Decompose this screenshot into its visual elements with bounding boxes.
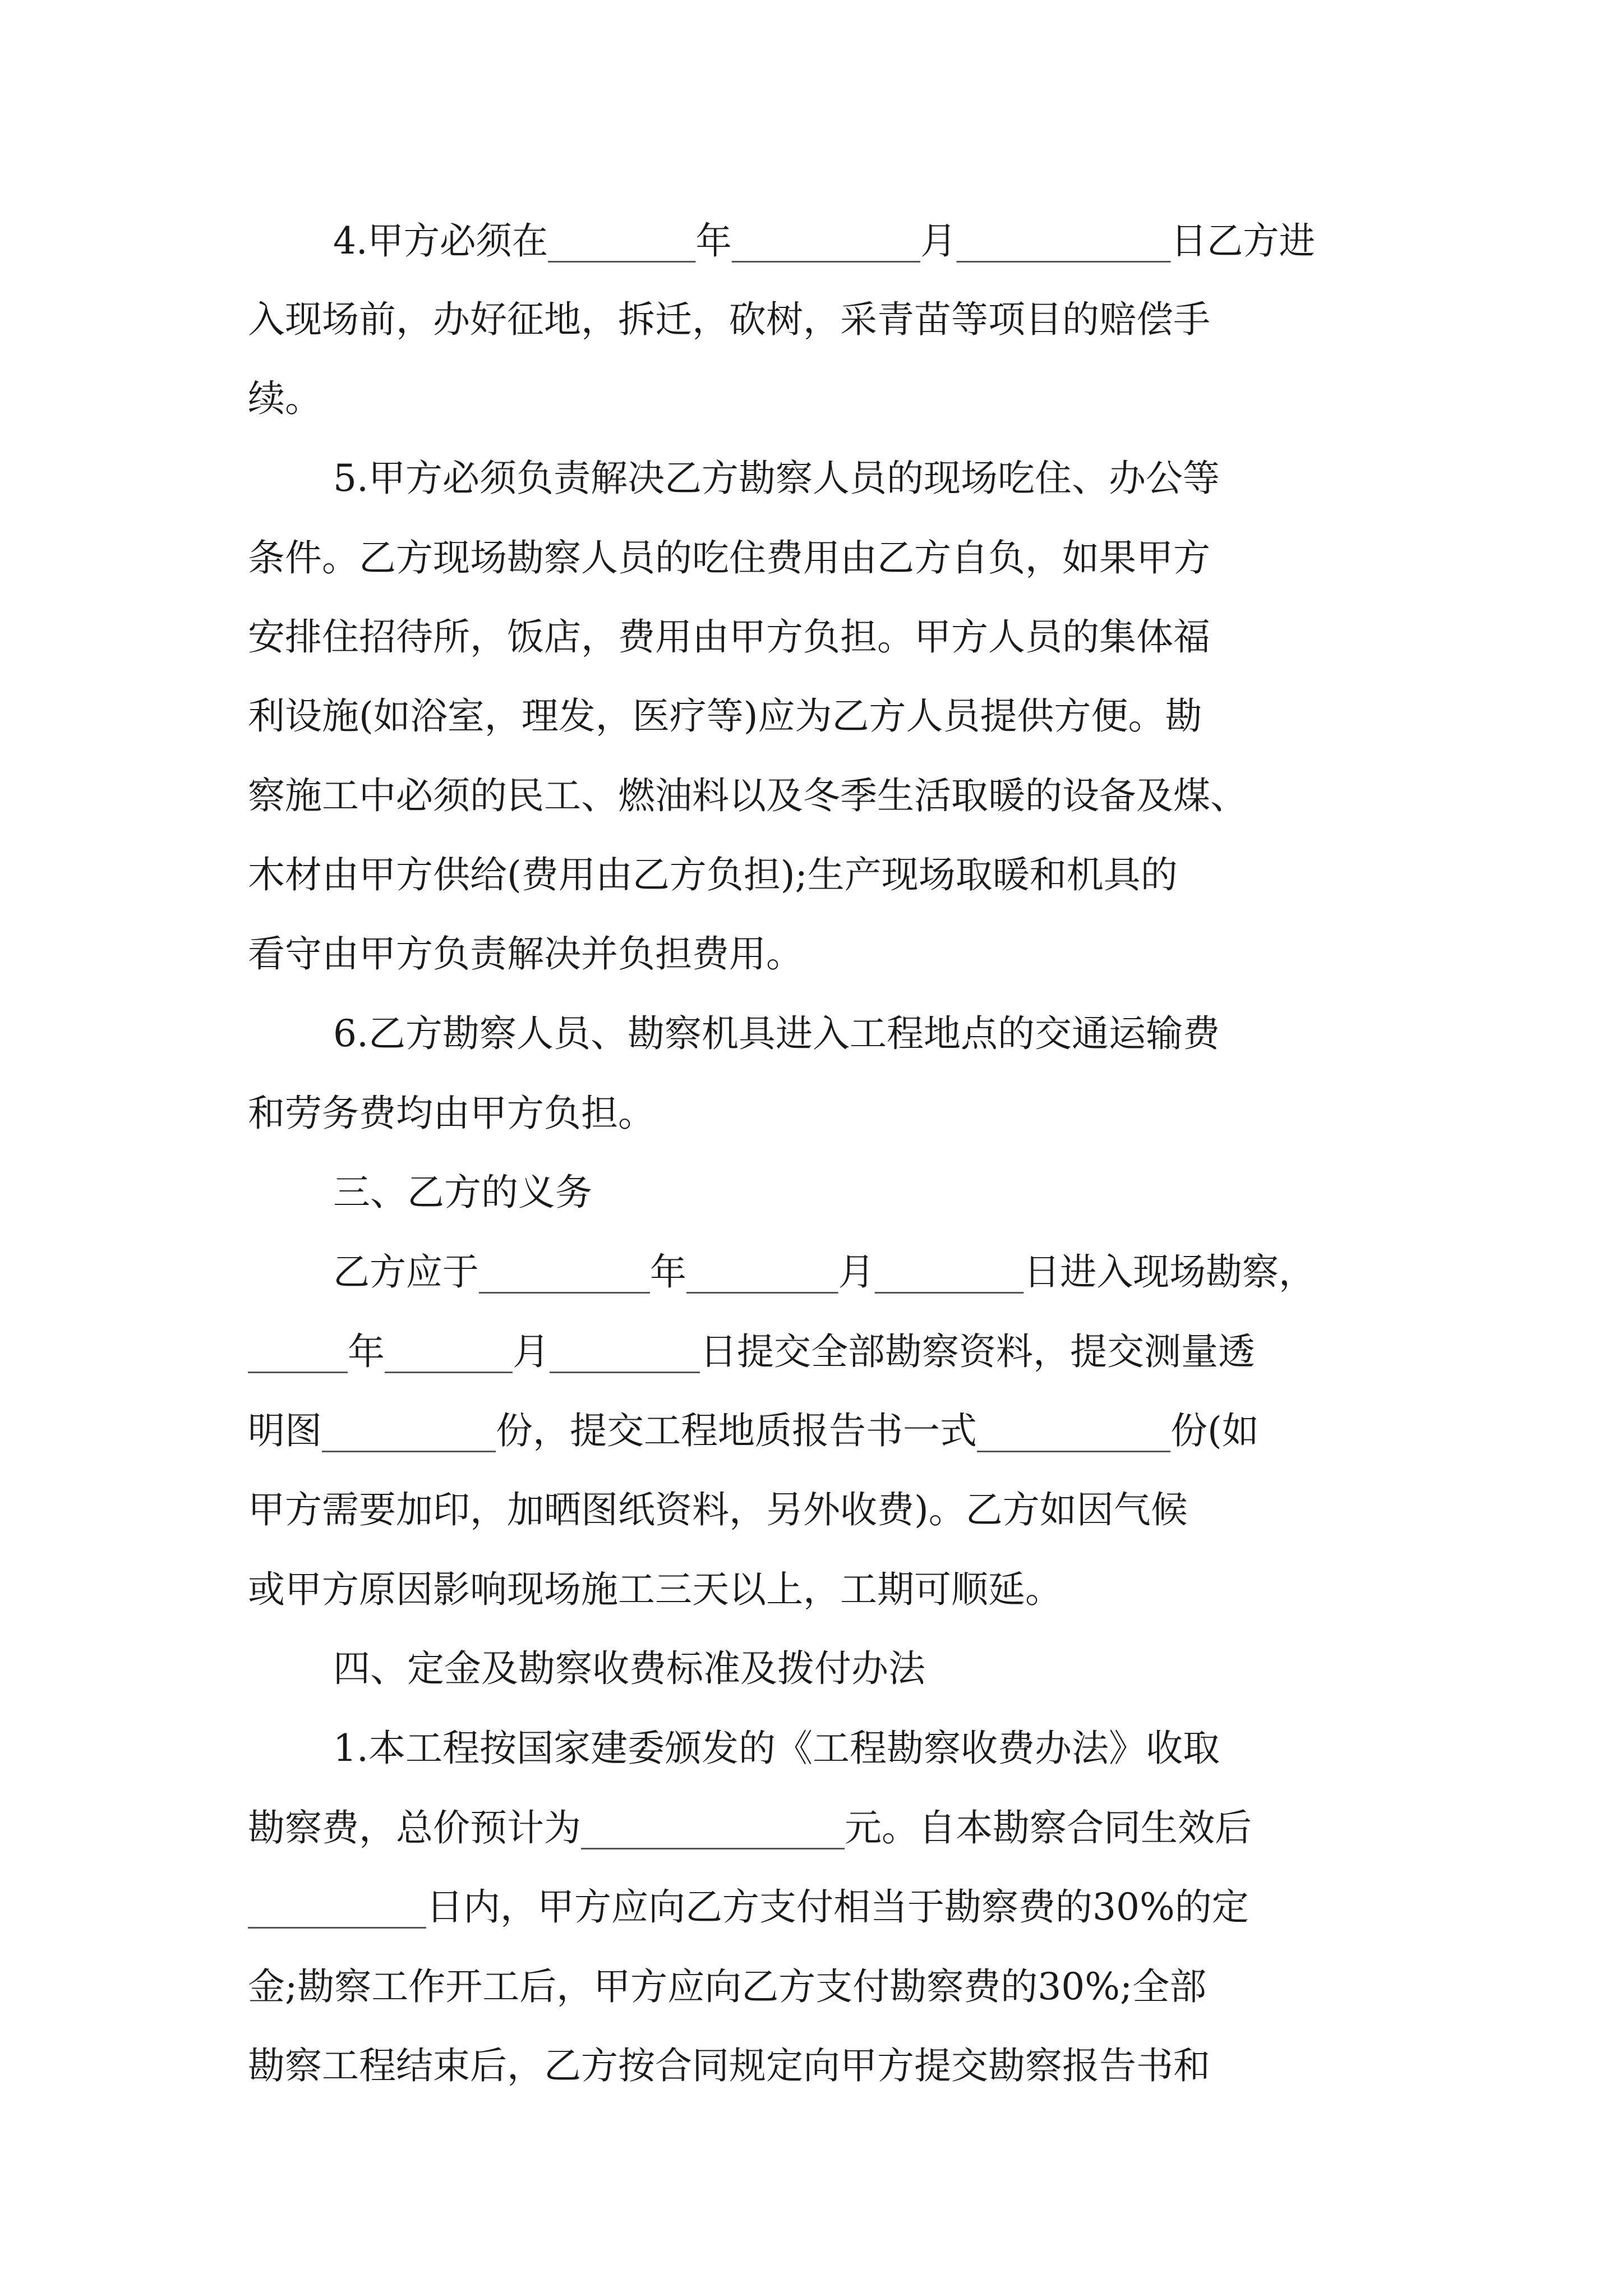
text-run: 金;勘察工作开工后，甲方应向乙方支付勘察费的30%;全部 (248, 1965, 1207, 2008)
fill-in-blank (248, 1327, 348, 1373)
text-run: 份(如 (1170, 1409, 1259, 1452)
text-run: 1.本工程按国家建委颁发的《工程勘察收费办法》收取 (333, 1727, 1220, 1770)
fill-in-blank (322, 1406, 496, 1452)
text-line (248, 1327, 1255, 1377)
text-line (248, 929, 803, 979)
text-run: 日提交全部勘察资料，提交测量透 (700, 1330, 1255, 1373)
fill-in-blank (875, 1247, 1024, 1294)
text-line (248, 374, 322, 424)
text-run: 察施工中必须的民工、燃油料以及冬季生活取暖的设备及煤、 (248, 774, 1247, 817)
text-line (248, 533, 1210, 583)
fill-in-blank (956, 216, 1170, 263)
text-run: 月 (838, 1250, 875, 1294)
fill-in-blank (977, 1406, 1170, 1452)
text-run: 月 (513, 1330, 550, 1373)
text-run: 年 (348, 1330, 385, 1373)
text-run: 木材由甲方供给(费用由乙方负担);生产现场取暖和机具的 (248, 853, 1178, 896)
text-line (248, 612, 1210, 662)
text-run: 条件。乙方现场勘察人员的吃住费用由乙方自负，如果甲方 (248, 536, 1210, 579)
text-run: 三、乙方的义务 (333, 1171, 592, 1214)
text-run: 续。 (248, 377, 322, 420)
text-run: 份，提交工程地质报告书一式 (496, 1409, 977, 1452)
text-run: 日乙方进 (1170, 219, 1315, 263)
text-line (333, 216, 1315, 266)
text-run: 元。自本勘察合同生效后 (845, 1806, 1252, 1849)
text-line (248, 1485, 1188, 1535)
text-run: 明图 (248, 1409, 322, 1452)
text-line (333, 1644, 925, 1694)
fill-in-blank (248, 1882, 426, 1929)
text-run: 4.甲方必须在 (333, 219, 548, 263)
fill-in-blank (385, 1327, 513, 1373)
text-run: 或甲方原因影响现场施工三天以上，工期可顺延。 (248, 1568, 1062, 1611)
text-line (248, 771, 1247, 821)
text-run: 日进入现场勘察， (1023, 1250, 1315, 1294)
text-line (248, 850, 1178, 900)
text-run: 日内，甲方应向乙方支付相当于勘察费的30%的定 (426, 1885, 1249, 1929)
fill-in-blank (550, 1327, 700, 1373)
text-line (333, 1723, 1220, 1774)
text-run: 乙方应于 (333, 1250, 479, 1294)
text-run: 5.甲方必须负责解决乙方勘察人员的现场吃住、办公等 (333, 457, 1220, 500)
fill-in-blank (479, 1247, 650, 1294)
text-run: 利设施(如浴室，理发，医疗等)应为乙方人员提供方便。勘 (248, 694, 1202, 738)
text-line (248, 2041, 1210, 2091)
text-line (333, 1247, 1315, 1297)
text-line (333, 1167, 592, 1218)
text-line (248, 1406, 1259, 1456)
text-line (248, 1803, 1252, 1853)
text-run: 安排住招待所，饭店，费用由甲方负担。甲方人员的集体福 (248, 615, 1210, 659)
text-run: 月 (920, 219, 957, 263)
text-line (333, 1009, 1220, 1059)
text-line (248, 295, 1210, 345)
text-run: 勘察工程结束后，乙方按合同规定向甲方提交勘察报告书和 (248, 2044, 1210, 2087)
text-run: 年 (649, 1250, 686, 1294)
fill-in-blank (686, 1247, 838, 1294)
text-line (248, 1088, 655, 1139)
text-line (248, 1962, 1206, 2012)
text-run: 看守由甲方负责解决并负担费用。 (248, 932, 803, 976)
text-run: 年 (695, 219, 732, 263)
text-line (248, 1565, 1062, 1615)
fill-in-blank (581, 1803, 845, 1849)
text-run: 6.乙方勘察人员、勘察机具进入工程地点的交通运输费 (333, 1012, 1220, 1055)
text-line (333, 453, 1220, 504)
fill-in-blank (548, 216, 695, 263)
text-line (248, 1882, 1249, 1932)
text-run: 勘察费，总价预计为 (248, 1806, 581, 1849)
fill-in-blank (732, 216, 920, 263)
text-line (248, 691, 1202, 742)
text-run: 四、定金及勘察收费标准及拨付办法 (333, 1647, 925, 1690)
text-run: 和劳务费均由甲方负担。 (248, 1092, 655, 1135)
text-run: 入现场前，办好征地，拆迁，砍树，采青苗等项目的赔偿手 (248, 298, 1210, 341)
text-run: 甲方需要加印，加晒图纸资料，另外收费)。乙方如因气候 (248, 1488, 1188, 1531)
